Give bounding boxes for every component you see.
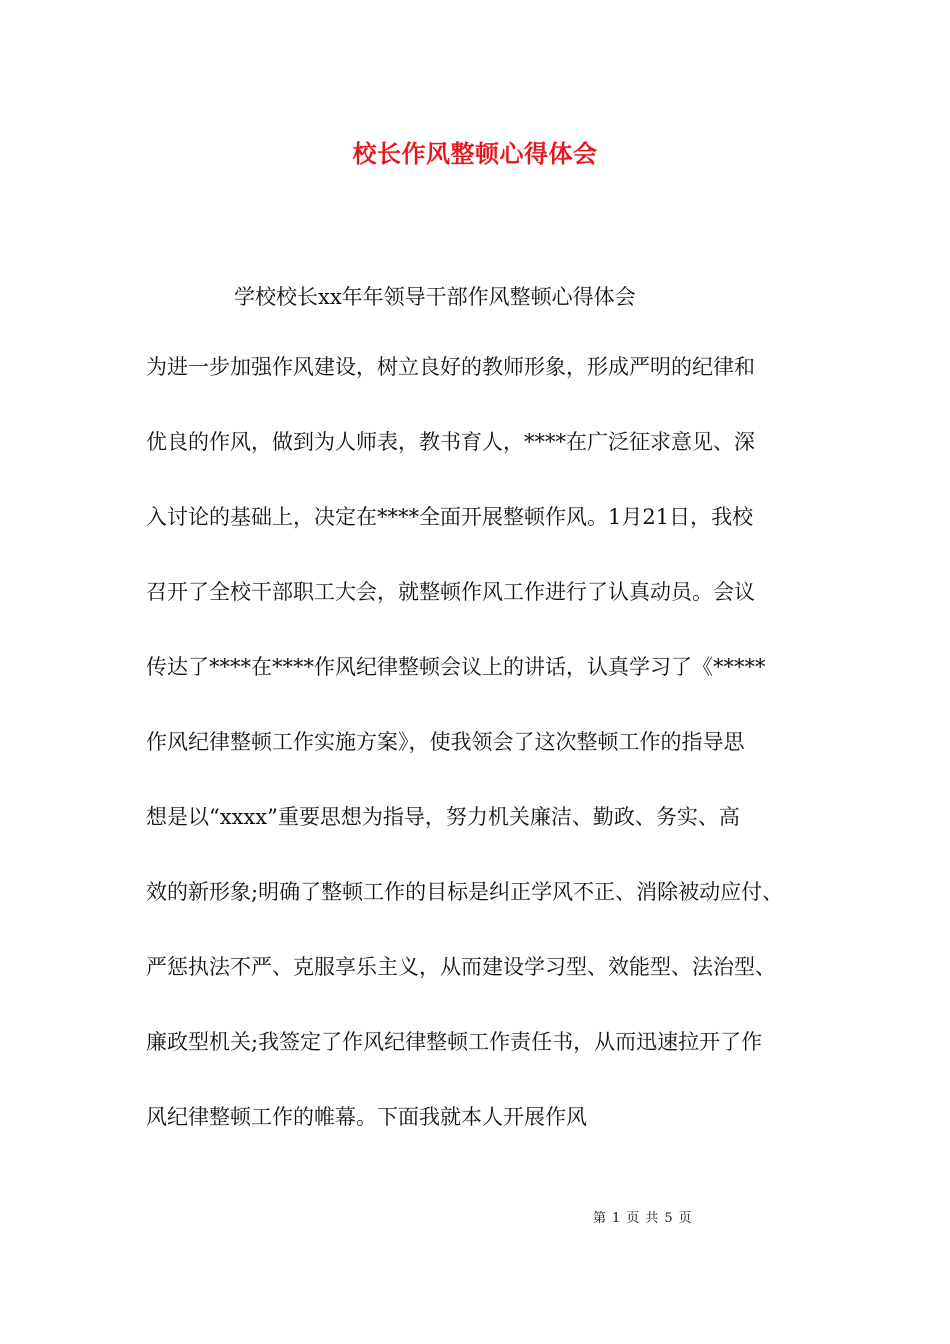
footer-label-page-unit: 页 xyxy=(626,1211,640,1226)
paragraph-line: 严惩执法不严、克服享乐主义，从而建设学习型、效能型、法治型、 xyxy=(146,955,776,979)
paragraph-line: 入讨论的基础上，决定在****全面开展整顿作风。1月21日，我校 xyxy=(146,505,754,529)
document-title: 校长作风整顿心得体会 xyxy=(352,139,598,168)
document-subtitle: 学校校长xx年年领导干部作风整顿心得体会 xyxy=(234,285,636,309)
paragraph-line: 想是以“xxxx”重要思想为指导，努力机关廉洁、勤政、务实、高 xyxy=(146,805,740,829)
paragraph-line: 作风纪律整顿工作实施方案》，使我领会了这次整顿工作的指导思 xyxy=(146,730,745,754)
footer-label-total: 共 xyxy=(645,1211,659,1226)
footer-current-page: 1 xyxy=(612,1211,621,1226)
paragraph-line: 为进一步加强作风建设，树立良好的教师形象，形成严明的纪律和 xyxy=(146,355,755,379)
paragraph-line: 传达了****在****作风纪律整顿会议上的讲话，认真学习了《***** xyxy=(146,655,766,679)
paragraph-line: 召开了全校干部职工大会，就整顿作风工作进行了认真动员。会议 xyxy=(146,580,755,604)
footer-total-pages: 5 xyxy=(664,1211,673,1226)
paragraph-line: 效的新形象;明确了整顿工作的目标是纠正学风不正、消除被动应付、 xyxy=(146,880,784,904)
paragraph-line: 风纪律整顿工作的帷幕。下面我就本人开展作风 xyxy=(146,1105,587,1129)
footer-label-page: 第 xyxy=(593,1211,607,1226)
footer-label-total-unit: 页 xyxy=(678,1211,692,1226)
paragraph-line: 廉政型机关;我签定了作风纪律整顿工作责任书，从而迅速拉开了作 xyxy=(146,1030,763,1054)
page-number-footer xyxy=(593,1210,692,1228)
paragraph-line: 优良的作风，做到为人师表，教书育人，****在广泛征求意见、深 xyxy=(146,430,755,454)
